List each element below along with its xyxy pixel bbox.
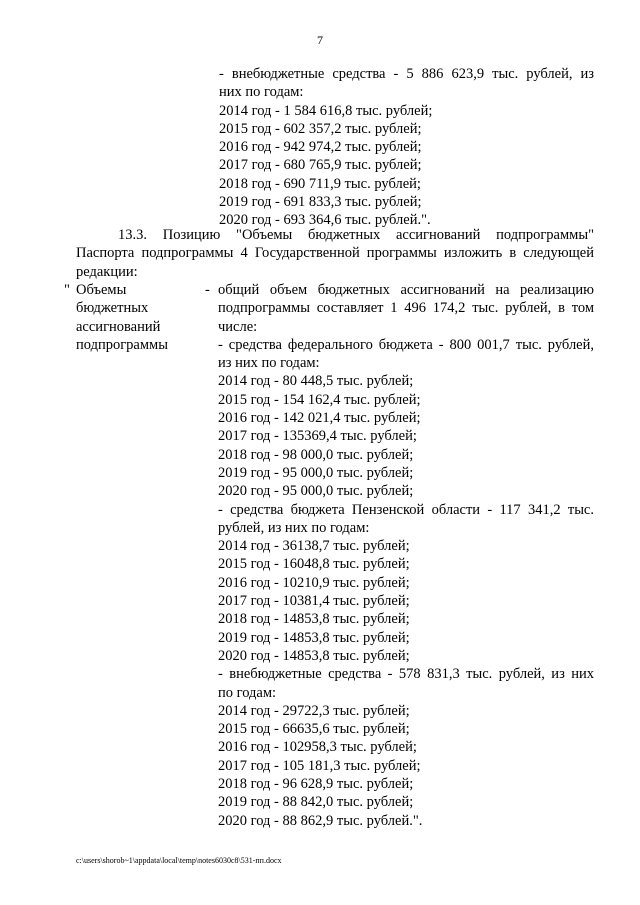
year-line: 2017 год - 135369,4 тыс. рублей; <box>218 428 417 445</box>
year-line: 2014 год - 80 448,5 тыс. рублей; <box>218 373 414 390</box>
separator-dash: - <box>205 282 210 298</box>
label-line: Объемы <box>76 282 127 298</box>
year-line: 2018 год - 98 000,0 тыс. рублей; <box>218 446 414 463</box>
year-line: 2020 год - 14853,8 тыс. рублей; <box>218 647 410 664</box>
year-line: 2017 год - 10381,4 тыс. рублей; <box>218 593 410 610</box>
year-line: 2014 год - 1 584 616,8 тыс. рублей; <box>219 102 433 119</box>
year-line: 2019 год - 88 842,0 тыс. рублей; <box>218 794 414 811</box>
year-line: 2019 год - 14853,8 тыс. рублей; <box>218 629 410 646</box>
open-quote: " <box>64 282 70 298</box>
paragraph-line-2: Паспорта подпрограммы 4 Государственной программы изложить в следующей <box>76 245 594 262</box>
year-line: 2019 год - 691 833,3 тыс. рублей; <box>219 194 422 211</box>
year-line: 2015 год - 602 357,2 тыс. рублей; <box>219 120 422 137</box>
year-line: 2016 год - 142 021,4 тыс. рублей; <box>218 410 421 427</box>
intro-line: числе: <box>218 318 258 335</box>
federal-line-1: - средства федерального бюджета - 800 001,7 тыс. рублей, <box>218 336 594 353</box>
year-line: 2016 год - 10210,9 тыс. рублей; <box>218 574 410 591</box>
year-line: 2015 год - 154 162,4 тыс. рублей; <box>218 391 421 408</box>
regional-line-2: рублей, из них по годам: <box>218 519 370 536</box>
year-line: 2019 год - 95 000,0 тыс. рублей; <box>218 464 414 481</box>
instruction-paragraph <box>76 226 594 281</box>
regional-line-1: - средства бюджета Пензенской области - 117 341,2 тыс. <box>218 501 594 518</box>
year-line: 2018 год - 690 711,9 тыс. рублей; <box>219 175 421 192</box>
paragraph-line-3: редакции: <box>76 263 138 280</box>
year-line: 2017 год - 680 765,9 тыс. рублей; <box>219 157 422 174</box>
intro-line: подпрограммы составляет 1 496 174,2 тыс. рублей, в том <box>218 300 594 317</box>
federal-line-2: из них по годам: <box>218 355 320 372</box>
row-label <box>76 281 204 354</box>
page-number: 7 <box>317 33 323 47</box>
year-line: 2017 год - 105 181,3 тыс. рублей; <box>218 757 421 774</box>
year-line: 2014 год - 36138,7 тыс. рублей; <box>218 538 410 555</box>
extrabudget-table-line-2: по годам: <box>218 684 277 701</box>
extrabudget-line-2: них по годам: <box>219 84 304 101</box>
year-line: 2016 год - 942 974,2 тыс. рублей; <box>219 139 422 156</box>
value-column <box>218 281 594 830</box>
year-line: 2015 год - 16048,8 тыс. рублей; <box>218 556 410 573</box>
year-line: 2018 год - 96 628,9 тыс. рублей; <box>218 776 414 793</box>
label-line: подпрограммы <box>76 336 168 353</box>
extrabudget-table-line-1: - внебюджетные средства - 578 831,3 тыс. рублей, из них <box>218 666 594 683</box>
file-path-footer: c:\users\shorob~1\appdata\local\temp\notes6030c8\531-пп.docx <box>76 856 282 865</box>
label-line: ассигнований <box>76 318 161 335</box>
intro-line: общий объем бюджетных ассигнований на реализацию <box>218 282 594 298</box>
year-line: 2016 год - 102958,3 тыс. рублей; <box>218 739 417 756</box>
year-line: 2020 год - 95 000,0 тыс. рублей; <box>218 483 414 500</box>
extrabudget-funds-block <box>219 65 594 230</box>
year-line: 2018 год - 14853,8 тыс. рублей; <box>218 611 410 628</box>
year-line: 2020 год - 693 364,6 тыс. рублей.". <box>219 212 431 229</box>
year-line: 2020 год - 88 862,9 тыс. рублей.". <box>218 812 423 829</box>
label-line: бюджетных <box>76 300 149 317</box>
paragraph-line-1: 13.3. Позицию "Объемы бюджетных ассигнований подпрограммы" <box>118 227 594 243</box>
extrabudget-line-1: - внебюджетные средства - 5 886 623,9 тыс. рублей, из <box>219 66 594 82</box>
year-line: 2015 год - 66635,6 тыс. рублей; <box>218 721 410 738</box>
year-line: 2014 год - 29722,3 тыс. рублей; <box>218 702 410 719</box>
